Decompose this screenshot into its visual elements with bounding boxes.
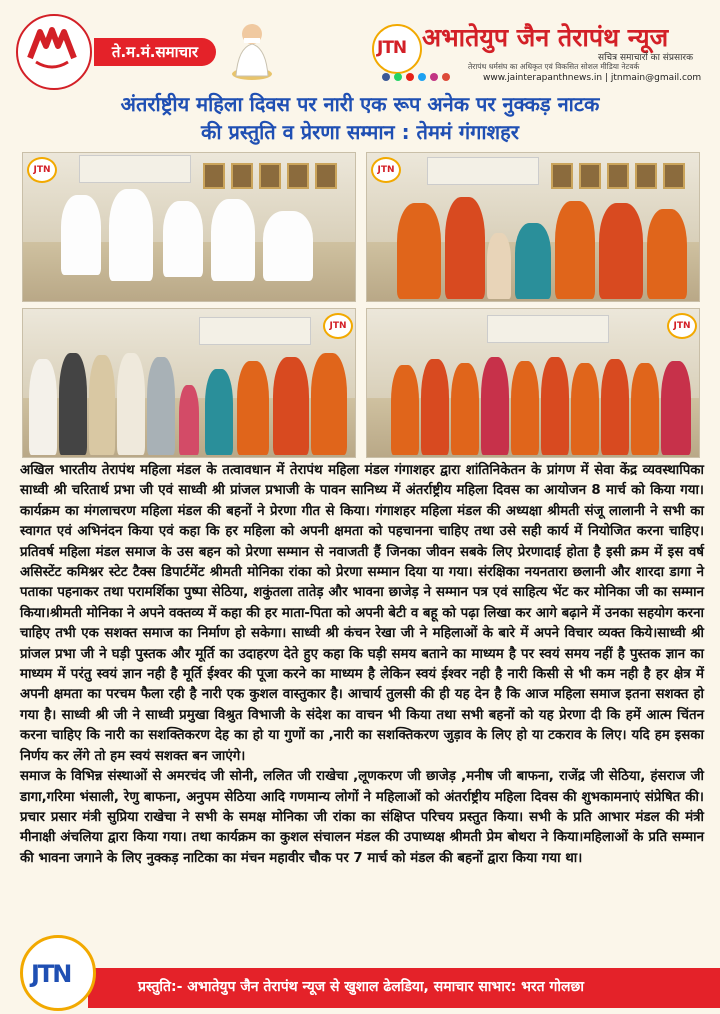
google-plus-icon[interactable] bbox=[442, 73, 450, 81]
saint-portrait-icon bbox=[230, 14, 274, 80]
youtube-icon[interactable] bbox=[406, 73, 414, 81]
social-icons bbox=[382, 73, 450, 81]
instagram-icon[interactable] bbox=[430, 73, 438, 81]
photo-large-group bbox=[366, 308, 700, 458]
jtn-logo-text: JTN bbox=[377, 38, 407, 58]
brand-tagline: सचित्र समाचारों का संप्रसारक bbox=[598, 53, 693, 63]
headline-line-1: अंतर्राष्ट्रीय महिला दिवस पर नारी एक रूप अनेक पर नुक्कड़ नाटक bbox=[120, 92, 600, 116]
twitter-icon[interactable] bbox=[418, 73, 426, 81]
article-paragraph-2: समाज के विभिन्न संस्थाओं से अमरचंद जी सोनी, ललित जी राखेचा ,लूणकरण जी छाजेड़ ,मनीष जी बाफना, राजेंद्र जी सेठिया, हंसराज जी डागा,गरिमा भंसाली, रेणु बाफना, अनुपम सेठिया आदि गणमान्य लोगों ने महिलाओं को अंतर्राष्ट्रीय महिला दिवस की शुभकामनाएं संप्रेषित की। प्रचार प्रसार मंत्री सुप्रिया राखेचा ने सभी के समक्ष मोनिका जी रांका का संक्षिप्त परिचय प्रस्तुत किया। सभी के प्रति आभार मंडल की मंत्री मीनाक्षी अंचलिया द्वारा किया गया। तथा कार्यक्रम का कुशल संचालन मंडल की उपाध्यक्ष श्रीमती प्रेम बोथरा ने किया।महिलाओं के प्रति सम्मान की भावना जगाने के लिए नुक्कड़ नाटिका का मंचन महावीर चौक पर 7 मार्च को मंडल की बहनों द्वारा किया गया था। bbox=[20, 769, 704, 866]
photo-award-ceremony bbox=[366, 152, 700, 302]
jtn-footer-logo-text: JTN bbox=[31, 960, 71, 988]
footer-credit: प्रस्तुति:- अभातेयुप जैन तेरापंथ न्यूज से खुशाल ढेलडिया, समाचार साभार: भरत गोलछा bbox=[138, 979, 584, 995]
jtn-footer-logo bbox=[20, 935, 96, 1011]
article-paragraph-1: अखिल भारतीय तेरापंथ महिला मंडल के तत्वावधान में तेरापंथ महिला मंडल गंगाशहर द्वारा शांतिनिकेतन के प्रांगण में सेवा केंद्र व्यवस्थापिका साध्वी श्री चरितार्थ प्रभा जी एवं साध्वी श्री प्रांजल प्रभाजी के पावन सानिध्य में अंतर्राष्ट्रीय महिला दिवस का आयोजन 8 मार्च को किया गया। कार्यक्रम का मंगलाचरण महिला मंडल की बहनों ने प्रेरणा गीत से किया। गंगाशहर महिला मंडल की अध्यक्षा श्रीमती संजू लालानी ने सभी का स्वागत एवं अभिनंदन किया एवं कहा कि हर महिला को अपनी क्षमता को पहचानना चाहिए तथा उसे सही कार्य में नियोजित करना चाहिए। प्रतिवर्ष महिला मंडल समाज के उस बहन को प्रेरणा सम्मान से नवाजती हैं जिनका जीवन सबके लिए प्रेरणादाई होता है इसी क्रम में इस वर्ष असिस्टेंट कमिश्नर स्टेट टैक्स डिपार्टमेंट श्रीमती मोनिका रांका को प्रेरणा सम्मान दिया या गया। संरक्षिका नयनतारा छलानी और शारदा डागा ने पताका पहनाकर तथा परामर्शिका पुष्पा सेठिया, शकुंतला तातेड़ और भावना छाजेड़ ने सम्मान पत्र एवं साहित्य भेंट कर मोनिका जी का सम्मान किया।श्रीमती मोनिका ने अपने वक्तव्य में कहा की हर माता-पिता को अपनी बेटी व बहू को पढ़ा लिखा कर आगे बढ़ाने में उनका सहयोग करना चाहिए तभी एक सशक्त समाज का निर्माण हो सकेगा। साध्वी श्री कंचन रेखा जी ने महिलाओं के बारे में अपने विचार व्यक्त किये।साध्वी श्री प्रांजल प्रभा जी ने घड़ी पुस्तक और मूर्ति का उदाहरण देते हुए कहा कि घड़ी समय बताने का माध्यम है पर स्वयं समय नहीं है पुस्तक ज्ञान का माध्यम में परंतु स्वयं ज्ञान नही है मूर्ति ईश्वर की पूजा करने का माध्यम है लेकिन स्वयं ईश्वर नही है नारी किसी से भी कम नही है हर क्षेत्र में अपनी क्षमता का परचम फैला रही है नारी एक कुशल वास्तुकार है। आचार्य तुलसी की ही यह देन है कि आज महिला समाज इतना सशक्त हो गया है। साध्वी श्री जी ने साध्वी प्रमुखा विश्रुत विभाजी के संदेश का वाचन भी किया तथा सभी बहनों को यह प्रेरणा दी कि हमें आत्म चिंतन करना चाहिए कि नारी का सशक्तिकरण देह का हो या गुणों का ,नारी का सशक्तिकरण जुड़ाव के लिए हो या टकराव के लिए। यदि हम इसका निर्णय कर लेंगे तो हम स्वयं सशक्त बन जाएंगे। bbox=[20, 463, 704, 764]
facebook-icon[interactable] bbox=[382, 73, 390, 81]
headline-line-2: की प्रस्तुति व प्रेरणा सम्मान : तेममं गंगाशहर bbox=[201, 120, 519, 144]
tmm-news-label: ते.म.मं.समाचार bbox=[94, 38, 216, 66]
header bbox=[0, 0, 720, 90]
photo-group-with-guests bbox=[22, 308, 356, 458]
photo-collage bbox=[22, 152, 698, 458]
contact-info[interactable]: www.jainterapanthnews.in | jtnmain@gmail.com bbox=[483, 73, 702, 83]
brand-description: तेरापंथ धर्मसंघ का अधिकृत एवं विकसित सोशल मीडिया नेटवर्क bbox=[468, 62, 640, 71]
tmm-logo-mark bbox=[16, 14, 88, 86]
jtn-watermark: JTN bbox=[27, 157, 57, 183]
photo-sadhvis-seated bbox=[22, 152, 356, 302]
jtn-watermark: JTN bbox=[323, 313, 353, 339]
jtn-logo bbox=[372, 24, 422, 74]
whatsapp-icon[interactable] bbox=[394, 73, 402, 81]
jtn-watermark: JTN bbox=[667, 313, 697, 339]
tmm-logo bbox=[16, 14, 92, 90]
brand-name: अभातेयुप जैन तेरापंथ न्यूज bbox=[422, 23, 669, 52]
headline bbox=[0, 90, 720, 146]
article-body bbox=[20, 461, 704, 869]
jtn-watermark: JTN bbox=[371, 157, 401, 183]
